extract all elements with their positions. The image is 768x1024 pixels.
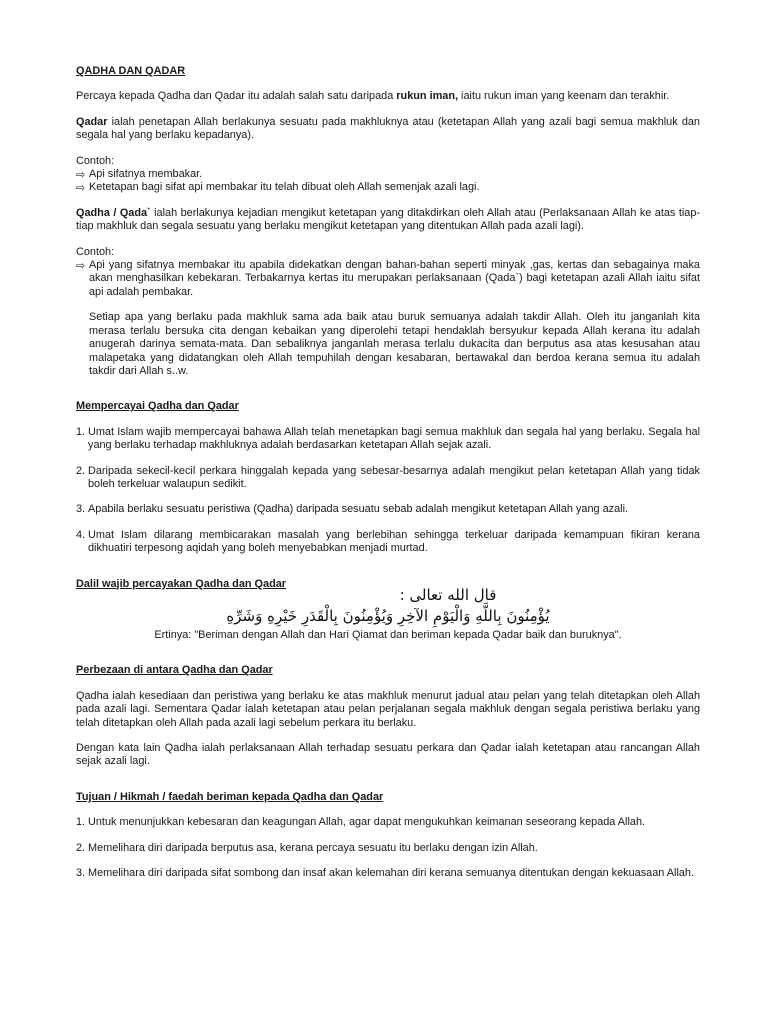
item-text: Umat Islam dilarang membicarakan masalah yang berlebihan sehingga terkeluar daripada kemampuan fikiran kerana dikhuatiri terpesong aqidah yang boleh menyebabkan menjadi murtad. bbox=[88, 528, 700, 555]
intro-bold: rukun iman, bbox=[396, 90, 459, 103]
intro-text: Percaya kepada Qadha dan Qadar itu adalah salah satu daripada bbox=[76, 90, 397, 103]
item-number: 1. bbox=[76, 425, 86, 438]
item-text: Apabila berlaku sesuatu peristiwa (Qadha) daripada sesuatu sebab adalah mengikut ketetapan Allah yang azali. bbox=[88, 503, 629, 516]
perbezaan-paragraph: Qadha ialah kesediaan dan peristiwa yang berlaku ke atas makhluk menurut jadual atau pelan yang telah ditetapkan oleh Allah pada azali lagi. Sementara Qadar ialah ketetapan atau pelan perjalanan segala makhluk dengan segala peristiwa berlaku yang telah ditetapkan oleh Allah pada azali lagi sebelum perkara itu berlaku. bbox=[76, 689, 700, 729]
qadha-definition-text: ialah berlakunya kejadian mengikut ketetapan yang ditakdirkan oleh Allah atau (Perlaksanaan Allah ke atas tiap-tiap makhluk dan segala sesuatu yang berlaku mengikut ketetapan yang ditentukan Allah pada azali lagi). bbox=[76, 206, 701, 233]
contoh-label: Contoh: bbox=[76, 245, 115, 258]
item-number: 2. bbox=[76, 841, 86, 854]
numbered-item bbox=[76, 503, 700, 516]
item-number: 3. bbox=[76, 867, 86, 880]
section-heading-tujuan: Tujuan / Hikmah / faedah beriman kepada Qadha dan Qadar bbox=[76, 790, 384, 803]
list-item-text: Api sifatnya membakar. bbox=[89, 168, 203, 181]
qadar-definition bbox=[76, 116, 700, 143]
qadha-term: Qadha bbox=[76, 206, 110, 219]
arrow-right-outline-icon: ⇨ bbox=[76, 260, 86, 273]
item-number: 2. bbox=[76, 464, 86, 477]
item-text: Memelihara diri daripada berputus asa, kerana percaya sesuatu itu berlaku dengan izin Allah. bbox=[88, 841, 538, 854]
qadha-definition bbox=[76, 207, 700, 234]
list-item-text: Ketetapan bagi sifat api membakar itu telah dibuat oleh Allah semenjak azali lagi. bbox=[89, 181, 480, 194]
item-number: 4. bbox=[76, 528, 86, 541]
takdir-paragraph: Setiap apa yang berlaku pada makhluk sama ada baik atau buruk semuanya adalah takdir Allah. Oleh itu janganlah kita merasa terlalu bersuka cita dengan kebaikan yang diperolehi tetapi hendaklah bersyukur kepada Allah kerana itu adalah anugerah darinya semata-mata. Dan sebaliknya janganlah merasa terlalu dukacita dan berputus asa atas kesusahan atau malapetaka yang didatangkan oleh Allah tempuhilah dengan kesabaran, bertawakal dan berdoa kerana semua itu adalah takdir dari Allah s..w. bbox=[89, 311, 700, 377]
section-heading-mempercayai: Mempercayai Qadha dan Qadar bbox=[76, 400, 239, 413]
item-number: 1. bbox=[76, 816, 86, 829]
qadar-definition-text: ialah penetapan Allah berlakunya sesuatu pada makhluknya atau (ketetapan Allah yang azali bagi semua makhluk dan segala hal yang berlaku kepadanya). bbox=[76, 115, 700, 142]
item-text: Untuk menunjukkan kebesaran dan keagungan Allah, agar dapat mengukuhkan keimanan seseorang kepada Allah. bbox=[88, 816, 646, 829]
item-number: 3. bbox=[76, 503, 86, 516]
qadar-term: Qadar bbox=[76, 115, 108, 128]
numbered-item bbox=[76, 529, 700, 556]
verse-translation: Ertinya: "Beriman dengan Allah dan Hari Qiamat dan beriman kepada Qadar baik dan buruknya". bbox=[154, 628, 622, 641]
perbezaan-paragraph: Dengan kata lain Qadha ialah perlaksanaan Allah terhadap sesuatu perkara dan Qadar ialah ketetapan atau rancangan Allah sejak azali lagi. bbox=[76, 742, 700, 768]
list-item bbox=[76, 259, 700, 299]
numbered-item bbox=[76, 816, 700, 829]
item-text: Daripada sekecil-kecil perkara hinggalah kepada yang sebesar-besarnya adalah mengikut pelan ketetapan Allah yang tidak boleh terkeluar walaupun sedikit. bbox=[88, 464, 700, 490]
section-heading-dalil: Dalil wajib percayakan Qadha dan Qadar bbox=[76, 577, 287, 590]
numbered-item bbox=[76, 867, 700, 880]
list-item bbox=[76, 168, 700, 181]
arrow-right-outline-icon: ⇨ bbox=[76, 169, 86, 182]
qadha-term-separator: / bbox=[109, 206, 120, 219]
contoh-label: Contoh: bbox=[76, 154, 115, 167]
arabic-qala-allah: قال الله تعالى : bbox=[399, 585, 497, 604]
document-title: QADHA DAN QADAR bbox=[76, 65, 186, 77]
qada-term: Qada` bbox=[119, 206, 151, 219]
numbered-item bbox=[76, 842, 700, 855]
numbered-item bbox=[76, 426, 700, 453]
numbered-item bbox=[76, 465, 700, 492]
section-heading-perbezaan: Perbezaan di antara Qadha dan Qadar bbox=[76, 664, 273, 677]
list-item bbox=[76, 181, 700, 194]
list-item-text: Api yang sifatnya membakar itu apabila didekatkan dengan bahan-bahan seperti minyak ,gas, kertas dan sebagainya maka akan menghasilkan kebekaran. Terbakarnya kertas itu merupakan perlaksanaan (Qada`) bagi ketetapan azali Allah iaitu sifat api adalah pembakar. bbox=[89, 259, 700, 298]
item-text: Umat Islam wajib mempercayai bahawa Allah telah menetapkan bagi semua makhluk dan segala hal yang berlaku. Segala hal yang berlaku terhadap makhluknya adalah berdasarkan ketetapan Allah sejak azali. bbox=[88, 425, 700, 452]
document-page bbox=[76, 58, 700, 880]
intro-text-end: iaitu rukun iman yang keenam dan terakhir. bbox=[458, 90, 670, 103]
arrow-right-outline-icon: ⇨ bbox=[76, 182, 86, 195]
item-text: Memelihara diri daripada sifat sombong dan insaf akan kelemahan diri kerana semuanya ditentukan dengan kekuasaan Allah. bbox=[88, 867, 695, 880]
arabic-verse: يُؤْمِنُونَ بِاللَّهِ وَالْيَوْمِ الآخِرِ وَيُؤْمِنُونَ بِالْقَدَرِ خَيْرِهِ وَشَرِّهِ bbox=[226, 606, 550, 625]
intro-paragraph bbox=[76, 90, 700, 103]
